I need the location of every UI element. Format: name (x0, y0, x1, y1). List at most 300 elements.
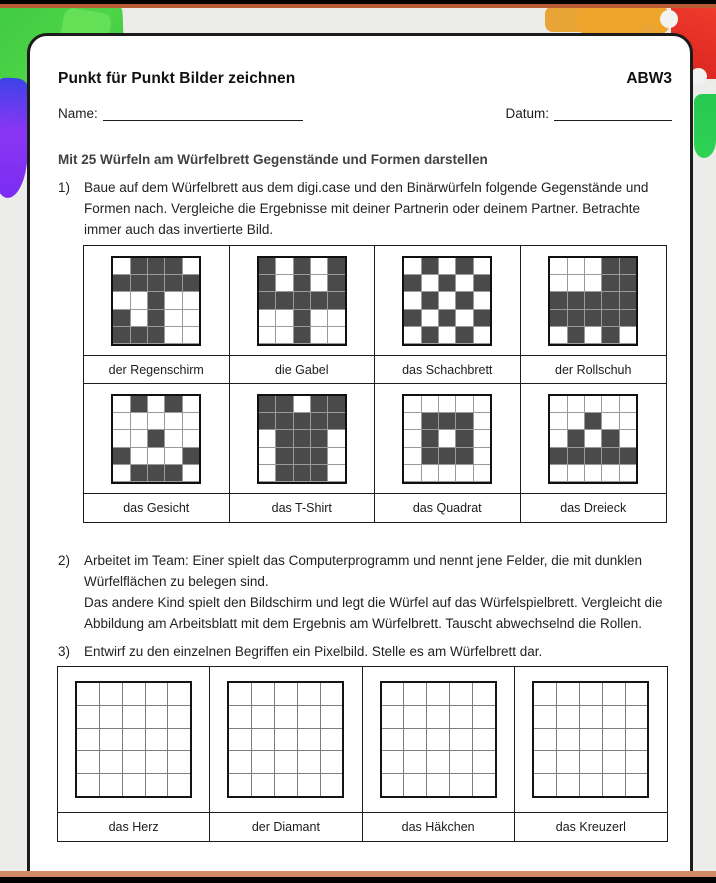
pixel-cell-light (585, 465, 601, 481)
pixel-cell-dark (311, 413, 327, 429)
pixel-cell-light[interactable] (404, 729, 426, 751)
pixel-cell-light (183, 310, 199, 326)
pixel-cell-dark (311, 396, 327, 412)
pixel-cell-light (474, 413, 490, 429)
pixel-cell-light[interactable] (603, 706, 625, 728)
pixel-cell-light[interactable] (229, 683, 251, 705)
pixel-cell-dark (276, 448, 292, 464)
pixel-cell-light[interactable] (252, 751, 274, 773)
pixel-cell-light (131, 292, 147, 308)
pixel-cell-dark (568, 327, 584, 343)
pixel-cell-light[interactable] (77, 729, 99, 751)
pixel-cell-light[interactable] (473, 683, 495, 705)
pixel-cell-dark (585, 413, 601, 429)
pixel-cell-dark (276, 465, 292, 481)
pixel-cell-light[interactable] (382, 706, 404, 728)
pixel-cell-dark (620, 310, 636, 326)
pixel-cell-light (328, 310, 344, 326)
pixel-cell-dark (602, 275, 618, 291)
pixel-cell-dark (456, 448, 472, 464)
pixel-cell-light (404, 258, 420, 274)
pixel-cell-light[interactable] (146, 683, 168, 705)
pattern-cell-rollschuh (521, 246, 667, 356)
pixel-cell-light[interactable] (123, 729, 145, 751)
pixel-cell-light (131, 430, 147, 446)
design-cell-kreuzerl (515, 667, 667, 813)
pixel-cell-light[interactable] (427, 751, 449, 773)
pixel-cell-dark (585, 448, 601, 464)
pixel-cell-light (404, 292, 420, 308)
pixel-cell-dark (113, 327, 129, 343)
pixel-cell-dark (620, 448, 636, 464)
pixel-cell-light (456, 396, 472, 412)
pixel-cell-light[interactable] (100, 729, 122, 751)
pixel-cell-dark (602, 310, 618, 326)
pixel-cell-light[interactable] (77, 774, 99, 796)
bottom-border-bar (0, 877, 716, 883)
pixel-cell-light[interactable] (321, 751, 343, 773)
pixel-cell-light (148, 448, 164, 464)
pixel-cell-dark (183, 275, 199, 291)
pixel-cell-light[interactable] (77, 751, 99, 773)
pixel-cell-dark (148, 310, 164, 326)
pixel-cell-dark (165, 258, 181, 274)
pixel-cell-light (404, 430, 420, 446)
task-1-text: Baue auf dem Würfelbrett aus dem digi.case und den Binärwürfeln folgende Gegenstände und Formen nach. Vergleiche die Ergebnisse mit deiner Partnerin oder deinem Partner. Betrachte immer auch das invertierte Bild. (84, 180, 649, 237)
pixel-cell-light[interactable] (252, 706, 274, 728)
pixel-cell-light[interactable] (557, 774, 579, 796)
pixel-cell-light (276, 258, 292, 274)
pixel-cell-dark (456, 327, 472, 343)
pixel-cell-light[interactable] (275, 706, 297, 728)
pixel-cell-light[interactable] (168, 706, 190, 728)
pixel-cell-dark (183, 448, 199, 464)
pixel-cell-light (165, 413, 181, 429)
pixel-cell-light (404, 413, 420, 429)
pixel-pattern-table (83, 245, 667, 523)
pixel-cell-dark (439, 275, 455, 291)
pixel-cell-dark (148, 327, 164, 343)
pixel-cell-light (568, 396, 584, 412)
pixel-cell-light[interactable] (275, 683, 297, 705)
pixel-cell-light (183, 292, 199, 308)
pixel-cell-dark (620, 275, 636, 291)
pixel-cell-dark (311, 465, 327, 481)
pattern-label: die Gabel (230, 356, 376, 384)
pixel-cell-light[interactable] (77, 706, 99, 728)
pixel-cell-light (165, 292, 181, 308)
pixel-cell-light[interactable] (321, 683, 343, 705)
pixel-cell-light (550, 258, 566, 274)
pixel-cell-light[interactable] (450, 683, 472, 705)
pixel-grid-gesicht (111, 394, 201, 484)
pixel-cell-light (259, 448, 275, 464)
pixel-cell-dark (456, 430, 472, 446)
pixel-cell-light[interactable] (168, 729, 190, 751)
pixel-cell-light (620, 396, 636, 412)
pixel-cell-light[interactable] (580, 751, 602, 773)
pixel-cell-dark (294, 448, 310, 464)
pattern-cell-schachbrett (375, 246, 521, 356)
pattern-label: der Regenschirm (84, 356, 230, 384)
name-write-line[interactable] (103, 105, 303, 121)
pixel-grid-quadrat (402, 394, 492, 484)
pixel-cell-light (404, 396, 420, 412)
pixel-cell-light[interactable] (427, 706, 449, 728)
pixel-cell-dark (550, 310, 566, 326)
pixel-cell-dark (165, 275, 181, 291)
pixel-cell-dark (439, 310, 455, 326)
pixel-cell-light[interactable] (450, 751, 472, 773)
pixel-cell-light (183, 430, 199, 446)
pixel-cell-light (276, 275, 292, 291)
pixel-cell-light[interactable] (427, 729, 449, 751)
pixel-cell-light (113, 465, 129, 481)
pixel-cell-dark (276, 430, 292, 446)
date-field (505, 105, 672, 121)
pixel-cell-light (259, 465, 275, 481)
pixel-cell-light (620, 430, 636, 446)
pixel-cell-light[interactable] (321, 774, 343, 796)
pixel-grid-tshirt (257, 394, 347, 484)
pixel-cell-light[interactable] (168, 683, 190, 705)
pixel-cell-dark (165, 396, 181, 412)
pixel-cell-light[interactable] (382, 751, 404, 773)
pixel-cell-light (183, 465, 199, 481)
pixel-cell-light[interactable] (275, 751, 297, 773)
pixel-cell-light[interactable] (298, 706, 320, 728)
pixel-cell-dark (113, 310, 129, 326)
pixel-cell-light (311, 310, 327, 326)
pixel-cell-light[interactable] (100, 706, 122, 728)
empty-pixel-grid-kreuzerl[interactable] (532, 681, 649, 798)
pixel-cell-dark (131, 465, 147, 481)
pixel-cell-light[interactable] (229, 751, 251, 773)
pixel-cell-dark (456, 258, 472, 274)
pixel-cell-light (311, 327, 327, 343)
pixel-cell-light[interactable] (603, 751, 625, 773)
pixel-cell-light[interactable] (557, 751, 579, 773)
pixel-cell-light (439, 430, 455, 446)
pixel-cell-light (131, 310, 147, 326)
pixel-cell-light[interactable] (77, 683, 99, 705)
pixel-cell-light[interactable] (321, 706, 343, 728)
design-label: das Kreuzerl (555, 820, 626, 834)
pixel-cell-light[interactable] (450, 706, 472, 728)
pixel-cell-light[interactable] (146, 774, 168, 796)
pixel-cell-light[interactable] (603, 729, 625, 751)
task-2-paragraph-1: Arbeitet im Team: Einer spielt das Computerprogramm und nennt jene Felder, die mit dunklen Würfelflächen zu belegen sind. (84, 553, 643, 589)
pattern-cell-dreieck (521, 384, 667, 494)
pixel-cell-dark (568, 292, 584, 308)
pixel-cell-light (259, 430, 275, 446)
pixel-cell-light[interactable] (473, 729, 495, 751)
decoration-puzzle-notch (660, 10, 678, 28)
empty-pixel-grid-herz[interactable] (75, 681, 192, 798)
pixel-cell-light[interactable] (100, 683, 122, 705)
pixel-cell-dark (294, 275, 310, 291)
task-3-number: 3) (58, 644, 71, 659)
pixel-cell-light[interactable] (450, 729, 472, 751)
pattern-cell-gabel (230, 246, 376, 356)
pixel-cell-light (259, 310, 275, 326)
pixel-cell-light[interactable] (168, 774, 190, 796)
pixel-cell-light (474, 327, 490, 343)
pixel-cell-light[interactable] (626, 683, 648, 705)
pixel-cell-light (165, 327, 181, 343)
pixel-cell-light[interactable] (146, 729, 168, 751)
pixel-cell-light[interactable] (557, 706, 579, 728)
pixel-cell-light[interactable] (321, 729, 343, 751)
pixel-cell-dark (294, 258, 310, 274)
pixel-cell-light (568, 413, 584, 429)
pixel-cell-light[interactable] (534, 774, 556, 796)
pixel-cell-light[interactable] (534, 751, 556, 773)
pixel-cell-light (585, 396, 601, 412)
pixel-cell-dark (328, 292, 344, 308)
pixel-cell-dark (585, 292, 601, 308)
pixel-cell-light (183, 258, 199, 274)
pixel-cell-light (474, 396, 490, 412)
pixel-cell-light[interactable] (580, 706, 602, 728)
pixel-cell-dark (259, 413, 275, 429)
pixel-cell-dark (620, 258, 636, 274)
pixel-cell-light (620, 327, 636, 343)
pixel-cell-light[interactable] (382, 683, 404, 705)
pixel-cell-light (439, 258, 455, 274)
pixel-cell-dark (148, 292, 164, 308)
pixel-cell-light (404, 327, 420, 343)
pixel-cell-light (328, 448, 344, 464)
pixel-cell-dark (328, 258, 344, 274)
pixel-cell-light (456, 310, 472, 326)
pixel-cell-light[interactable] (146, 706, 168, 728)
pixel-cell-light[interactable] (427, 683, 449, 705)
pixel-cell-light (276, 310, 292, 326)
pixel-cell-dark (276, 396, 292, 412)
pixel-cell-dark (131, 327, 147, 343)
pixel-cell-light (113, 430, 129, 446)
pixel-cell-dark (148, 430, 164, 446)
top-accent-line (0, 4, 716, 8)
pixel-cell-light[interactable] (580, 729, 602, 751)
pixel-cell-light (585, 327, 601, 343)
page-header (58, 70, 672, 88)
pixel-cell-light[interactable] (123, 683, 145, 705)
pixel-cell-light[interactable] (123, 774, 145, 796)
pixel-cell-light[interactable] (123, 751, 145, 773)
pixel-cell-dark (456, 413, 472, 429)
pixel-cell-light[interactable] (534, 706, 556, 728)
date-write-line[interactable] (554, 105, 672, 121)
pixel-cell-light[interactable] (404, 706, 426, 728)
pixel-cell-light[interactable] (534, 729, 556, 751)
pixel-cell-light (602, 396, 618, 412)
pixel-cell-dark (113, 275, 129, 291)
pixel-cell-light[interactable] (404, 683, 426, 705)
pixel-cell-dark (439, 413, 455, 429)
pixel-cell-light[interactable] (252, 729, 274, 751)
pixel-cell-light[interactable] (100, 774, 122, 796)
pixel-cell-light[interactable] (603, 774, 625, 796)
design-label: der Diamant (210, 813, 362, 841)
pixel-cell-dark (404, 275, 420, 291)
pixel-cell-light (311, 275, 327, 291)
pixel-cell-dark (602, 292, 618, 308)
pixel-cell-light (550, 413, 566, 429)
pixel-cell-light (422, 275, 438, 291)
pixel-cell-dark (474, 310, 490, 326)
pixel-cell-light[interactable] (626, 706, 648, 728)
pixel-cell-light (422, 396, 438, 412)
pixel-cell-dark (422, 258, 438, 274)
pixel-cell-dark (294, 465, 310, 481)
pixel-cell-light[interactable] (626, 751, 648, 773)
pixel-cell-light (276, 327, 292, 343)
pixel-cell-dark (602, 448, 618, 464)
task-2-paragraph-2: Das andere Kind spielt den Bildschirm und legt die Würfel auf das Würfelspielbrett. Vergleicht die Abbildung am Arbeitsblatt mit dem Ergebnis am Würfelbrett. Tauscht abwechselnd die Rollen. (84, 595, 663, 631)
task-1-number: 1) (58, 180, 71, 195)
pixel-cell-light (550, 465, 566, 481)
pixel-cell-light (550, 275, 566, 291)
pixel-cell-light (404, 448, 420, 464)
pixel-cell-dark (422, 327, 438, 343)
pixel-cell-light (183, 327, 199, 343)
section-heading: Mit 25 Würfeln am Würfelbrett Gegenstände und Formen darstellen (58, 152, 488, 167)
pixel-cell-light[interactable] (534, 683, 556, 705)
pixel-cell-light[interactable] (298, 683, 320, 705)
design-label: das Häkchen (363, 813, 515, 841)
pixel-cell-light[interactable] (473, 706, 495, 728)
pattern-label: das Dreieck (560, 501, 627, 515)
pixel-cell-dark (311, 430, 327, 446)
decoration-orange-puzzle-piece (577, 6, 669, 34)
pixel-cell-light[interactable] (557, 683, 579, 705)
pixel-cell-light[interactable] (382, 729, 404, 751)
pixel-cell-dark (550, 448, 566, 464)
pixel-cell-light[interactable] (404, 751, 426, 773)
pixel-cell-dark (568, 448, 584, 464)
pixel-cell-light (550, 396, 566, 412)
pixel-cell-light (131, 413, 147, 429)
pixel-cell-dark (294, 310, 310, 326)
pixel-cell-light (620, 413, 636, 429)
date-label: Datum: (505, 106, 549, 121)
pixel-cell-light (328, 465, 344, 481)
pixel-cell-light[interactable] (626, 774, 648, 796)
task-3 (58, 641, 672, 662)
design-label: das Herz (58, 813, 210, 841)
pixel-cell-light (131, 448, 147, 464)
worksheet-code: ABW3 (626, 70, 672, 87)
pixel-cell-light (474, 448, 490, 464)
pixel-cell-dark (148, 275, 164, 291)
pixel-cell-light[interactable] (275, 729, 297, 751)
pixel-cell-light[interactable] (450, 774, 472, 796)
pixel-cell-light[interactable] (252, 774, 274, 796)
pixel-cell-dark (328, 413, 344, 429)
pixel-cell-light (165, 430, 181, 446)
pixel-cell-light[interactable] (580, 774, 602, 796)
pixel-cell-light (585, 258, 601, 274)
task-2-number: 2) (58, 553, 71, 568)
pixel-cell-dark (259, 258, 275, 274)
pixel-cell-light[interactable] (626, 729, 648, 751)
pixel-cell-light (311, 258, 327, 274)
pixel-cell-light[interactable] (580, 683, 602, 705)
pixel-cell-dark (259, 275, 275, 291)
pixel-cell-dark (602, 258, 618, 274)
pixel-cell-light[interactable] (229, 706, 251, 728)
pattern-label: das Gesicht (84, 494, 230, 522)
pixel-cell-light[interactable] (427, 774, 449, 796)
pixel-cell-dark (585, 310, 601, 326)
pixel-cell-dark (422, 448, 438, 464)
empty-pixel-grid-haekchen[interactable] (380, 681, 497, 798)
pixel-cell-light (585, 430, 601, 446)
empty-pixel-grid-diamant[interactable] (227, 681, 344, 798)
pixel-cell-light[interactable] (146, 751, 168, 773)
pixel-cell-dark (113, 448, 129, 464)
pixel-cell-light[interactable] (229, 729, 251, 751)
pixel-cell-light (259, 327, 275, 343)
worksheet-page (27, 33, 693, 874)
pixel-cell-light[interactable] (557, 729, 579, 751)
pixel-cell-dark (404, 310, 420, 326)
pixel-cell-light (568, 258, 584, 274)
pixel-cell-light[interactable] (298, 729, 320, 751)
pixel-cell-light[interactable] (123, 706, 145, 728)
pixel-cell-light (165, 310, 181, 326)
pixel-cell-light[interactable] (252, 683, 274, 705)
pattern-label: das Quadrat (375, 494, 521, 522)
pixel-cell-light[interactable] (298, 751, 320, 773)
pixel-cell-dark (148, 465, 164, 481)
pixel-cell-light[interactable] (473, 774, 495, 796)
pixel-cell-dark (439, 448, 455, 464)
pattern-cell-tshirt (230, 384, 376, 494)
pixel-cell-light[interactable] (298, 774, 320, 796)
pixel-grid-rollschuh (548, 256, 638, 346)
pixel-cell-light (439, 292, 455, 308)
pattern-cell-regenschirm (84, 246, 230, 356)
pixel-cell-light[interactable] (404, 774, 426, 796)
pixel-cell-light[interactable] (382, 774, 404, 796)
pixel-cell-light (550, 430, 566, 446)
pixel-cell-light (404, 465, 420, 481)
pixel-cell-light[interactable] (100, 751, 122, 773)
pixel-cell-light[interactable] (229, 774, 251, 796)
pixel-cell-light (113, 292, 129, 308)
task-3-text: Entwirf zu den einzelnen Begriffen ein Pixelbild. Stelle es am Würfelbrett dar. (84, 644, 543, 659)
pixel-cell-light[interactable] (603, 683, 625, 705)
pixel-cell-dark (422, 413, 438, 429)
pixel-cell-dark (620, 292, 636, 308)
pixel-cell-light (148, 396, 164, 412)
pattern-cell-quadrat (375, 384, 521, 494)
pixel-cell-dark (131, 275, 147, 291)
name-label: Name: (58, 106, 98, 121)
pixel-cell-light[interactable] (473, 751, 495, 773)
design-your-own-table (57, 666, 668, 842)
pixel-cell-light[interactable] (168, 751, 190, 773)
pixel-cell-light[interactable] (275, 774, 297, 796)
pixel-cell-light (585, 275, 601, 291)
pixel-grid-regenschirm (111, 256, 201, 346)
pixel-cell-light (183, 413, 199, 429)
pixel-cell-dark (550, 292, 566, 308)
pixel-cell-light (474, 465, 490, 481)
